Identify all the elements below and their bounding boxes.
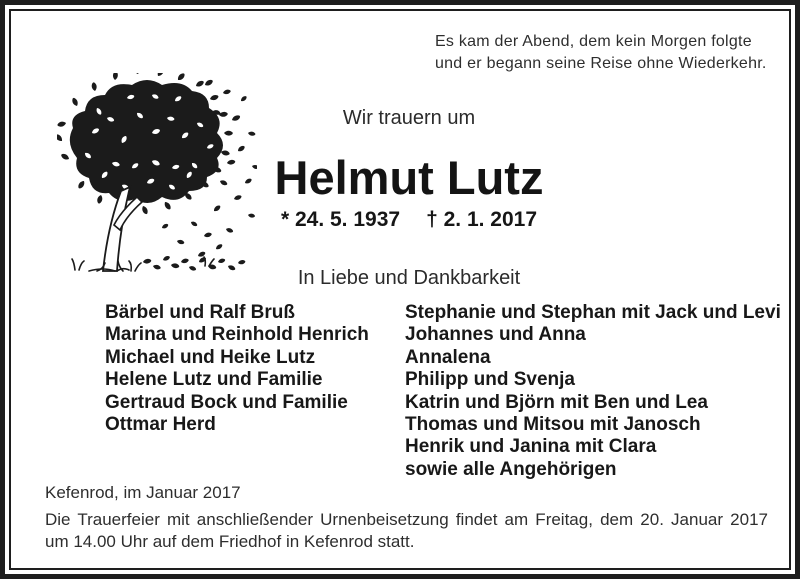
- mourner-name: Gertraud Bock und Familie: [105, 391, 348, 413]
- deceased-name: Helmut Lutz: [274, 151, 544, 204]
- mourner-name: Marina und Reinhold Henrich: [105, 324, 369, 346]
- mourner-name: Michael und Heike Lutz: [105, 346, 316, 368]
- mourners-left-list: [105, 302, 369, 436]
- intro-line: Wir trauern um: [342, 107, 476, 129]
- mourner-name: Henrik und Janina mit Clara: [405, 436, 657, 458]
- epigraph-line: und er begann seine Reise ohne Wiederkehr.: [435, 55, 767, 72]
- mourner-name: Helene Lutz und Familie: [105, 369, 323, 391]
- funeral-announcement: [45, 509, 768, 553]
- dedication-line: In Liebe und Dankbarkeit: [297, 267, 521, 289]
- birth-date: * 24. 5. 1937: [280, 208, 401, 231]
- mourner-name: Johannes und Anna: [405, 324, 586, 346]
- mourner-name: Thomas und Mitsou mit Janosch: [405, 414, 701, 436]
- funeral-line: um 14.00 Uhr auf dem Friedhof in Kefenrod statt.: [45, 532, 415, 551]
- death-date: † 2. 1. 2017: [426, 208, 538, 231]
- mourner-name: Katrin und Björn mit Ben und Lea: [405, 391, 708, 413]
- epigraph: [435, 31, 767, 75]
- place-dateline: Kefenrod, im Januar 2017: [45, 483, 241, 502]
- life-dates: [13, 205, 800, 235]
- mourner-name: Annalena: [405, 346, 491, 368]
- mourner-name: Bärbel und Ralf Bruß: [105, 302, 296, 323]
- epigraph-line: Es kam der Abend, dem kein Morgen folgte: [435, 33, 752, 50]
- mourners-right-list: [405, 302, 781, 481]
- funeral-line: Die Trauerfeier mit anschließender Urnenbeisetzung findet am Freitag, dem 20. Januar 2017: [45, 510, 768, 529]
- mourner-name: Philipp und Svenja: [405, 369, 575, 391]
- mourner-name: sowie alle Angehörigen: [405, 458, 617, 480]
- mourner-name: Ottmar Herd: [105, 414, 216, 436]
- mourner-name: Stephanie und Stephan mit Jack und Levi: [405, 302, 781, 323]
